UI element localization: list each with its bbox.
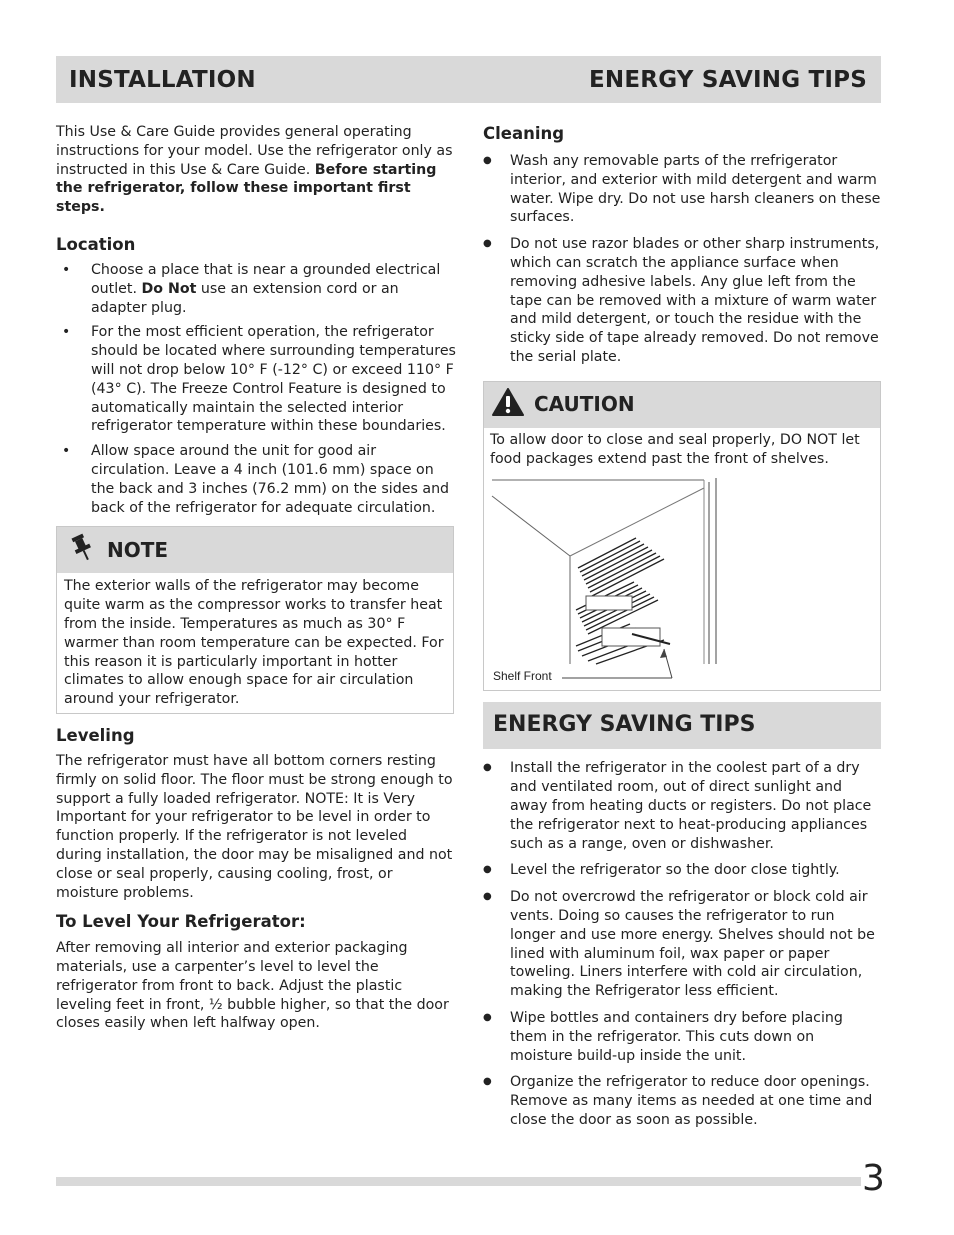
location-heading: Location <box>56 234 136 254</box>
warning-triangle-icon <box>492 388 524 422</box>
list-item <box>56 261 456 317</box>
list-item: ● Do not use razor blades or other sharp instruments, which can scratch the appliance surface when removing adhesive labels. Any glue left from the tape can be removed with a mixture of warm water and mild detergent, or touch the residue with the sticky side of tape already removed. Do not remove the serial plate. <box>483 235 881 367</box>
intro-text: This Use & Care Guide provides general operating instructions for your model. Use the refrigerator only as instructed in this Use & Care Guide. <box>56 124 453 178</box>
list-item-text: Choose a place that is near a grounded electrical outlet. <box>91 261 441 297</box>
intro-paragraph <box>56 123 456 217</box>
cleaning-list <box>483 152 881 367</box>
header-bar <box>56 56 881 103</box>
caution-title: CAUTION <box>534 392 635 417</box>
leveling-text: The refrigerator must have all bottom corners resting firmly on solid floor. The floor must be strong enough to support a fully loaded refrigerator. NOTE: It is Very Important for your refrigerator to be level in order to function properly. If the refrigerator is not leveled during installation, the door may be misaligned and not close or seal properly, causing cooling, frost, or moisture problems. <box>56 752 453 901</box>
pushpin-icon <box>71 532 93 568</box>
to-level-text: After removing all interior and exterior packaging materials, use a carpenter’s level to level the refrigerator from front to back. Adjust the plastic leveling feet in front, ½ bubble higher, so that the door closes easily when left halfway open. <box>56 940 449 1032</box>
list-item: ● Organize the refrigerator to reduce door openings. Remove as many items as needed at one time and close the door as soon as possible. <box>483 1073 881 1129</box>
list-item: ● Level the refrigerator so the door close tightly. <box>483 861 881 880</box>
energy-list <box>483 759 881 1129</box>
list-item-bold: Do Not <box>141 280 197 297</box>
caution-body: To allow door to close and seal properly, DO NOT let food packages extend past the front of shelves. <box>490 431 860 467</box>
note-body: The exterior walls of the refrigerator may become quite warm as the compressor works to transfer heat from the inside. Temperatures as much as 30° F warmer than room temperature can be expected. For this reason it is particularly important in hotter climates to allow enough space for air circulation around your refrigerator. <box>64 578 444 708</box>
energy-heading-bar <box>483 702 881 749</box>
intro-bold-text: Before starting the refrigerator, follow these important first steps. <box>56 161 437 216</box>
list-item: • For the most efficient operation, the refrigerator should be located where surrounding temperatures will not drop below 10° F (-12° C) or exceed 110° F (43° C). The Freeze Control Feature is designed to automatically maintain the selected interior refrigerator temperature within these boundaries. <box>56 323 456 436</box>
shelf-illustration <box>484 468 880 690</box>
note-box <box>56 526 454 714</box>
list-item: ● Install the refrigerator in the coolest part of a dry and ventilated room, out of direct sunlight and away from heating ducts or registers. Do not place the refrigerator next to heat-producing appliances such as a range, oven or dishwasher. <box>483 759 881 853</box>
header-right-title: ENERGY SAVING TIPS <box>589 66 867 93</box>
shelf-front-label: Shelf Front <box>493 669 552 684</box>
caution-header <box>484 382 880 428</box>
cleaning-heading: Cleaning <box>483 124 565 143</box>
left-column <box>56 123 456 1033</box>
leveling-heading: Leveling <box>56 725 135 745</box>
to-level-heading: To Level Your Refrigerator: <box>56 912 306 932</box>
footer-bar <box>56 1177 861 1186</box>
energy-heading: ENERGY SAVING TIPS <box>493 712 756 738</box>
list-item: ● Wipe bottles and containers dry before placing them in the refrigerator. This cuts down on moisture build-up inside the unit. <box>483 1009 881 1065</box>
page-number: 3 <box>862 1158 885 1199</box>
list-item: • Allow space around the unit for good air circulation. Leave a 4 inch (101.6 mm) space on the back and 3 inches (76.2 mm) on the sides and back of the refrigerator for adequate circulation. <box>56 442 456 517</box>
caution-box <box>483 381 881 692</box>
note-title: NOTE <box>107 537 169 562</box>
header-left-title: INSTALLATION <box>69 66 256 93</box>
list-item: ● Do not overcrowd the refrigerator or block cold air vents. Doing so causes the refrigerator to run longer and use more energy. Shelves should not be lined with aluminum foil, wax paper or paper toweling. Liners interfere with cold air circulation, making the Refrigerator less efficient. <box>483 888 881 1001</box>
list-item: ● Wash any removable parts of the rrefrigerator interior, and exterior with mild detergent and warm water. Wipe dry. Do not use harsh cleaners on these surfaces. <box>483 152 881 227</box>
location-list <box>56 261 456 517</box>
note-header <box>57 527 453 573</box>
right-column <box>483 123 881 1130</box>
list-item-text: use an extension cord or an adapter plug. <box>91 280 399 316</box>
